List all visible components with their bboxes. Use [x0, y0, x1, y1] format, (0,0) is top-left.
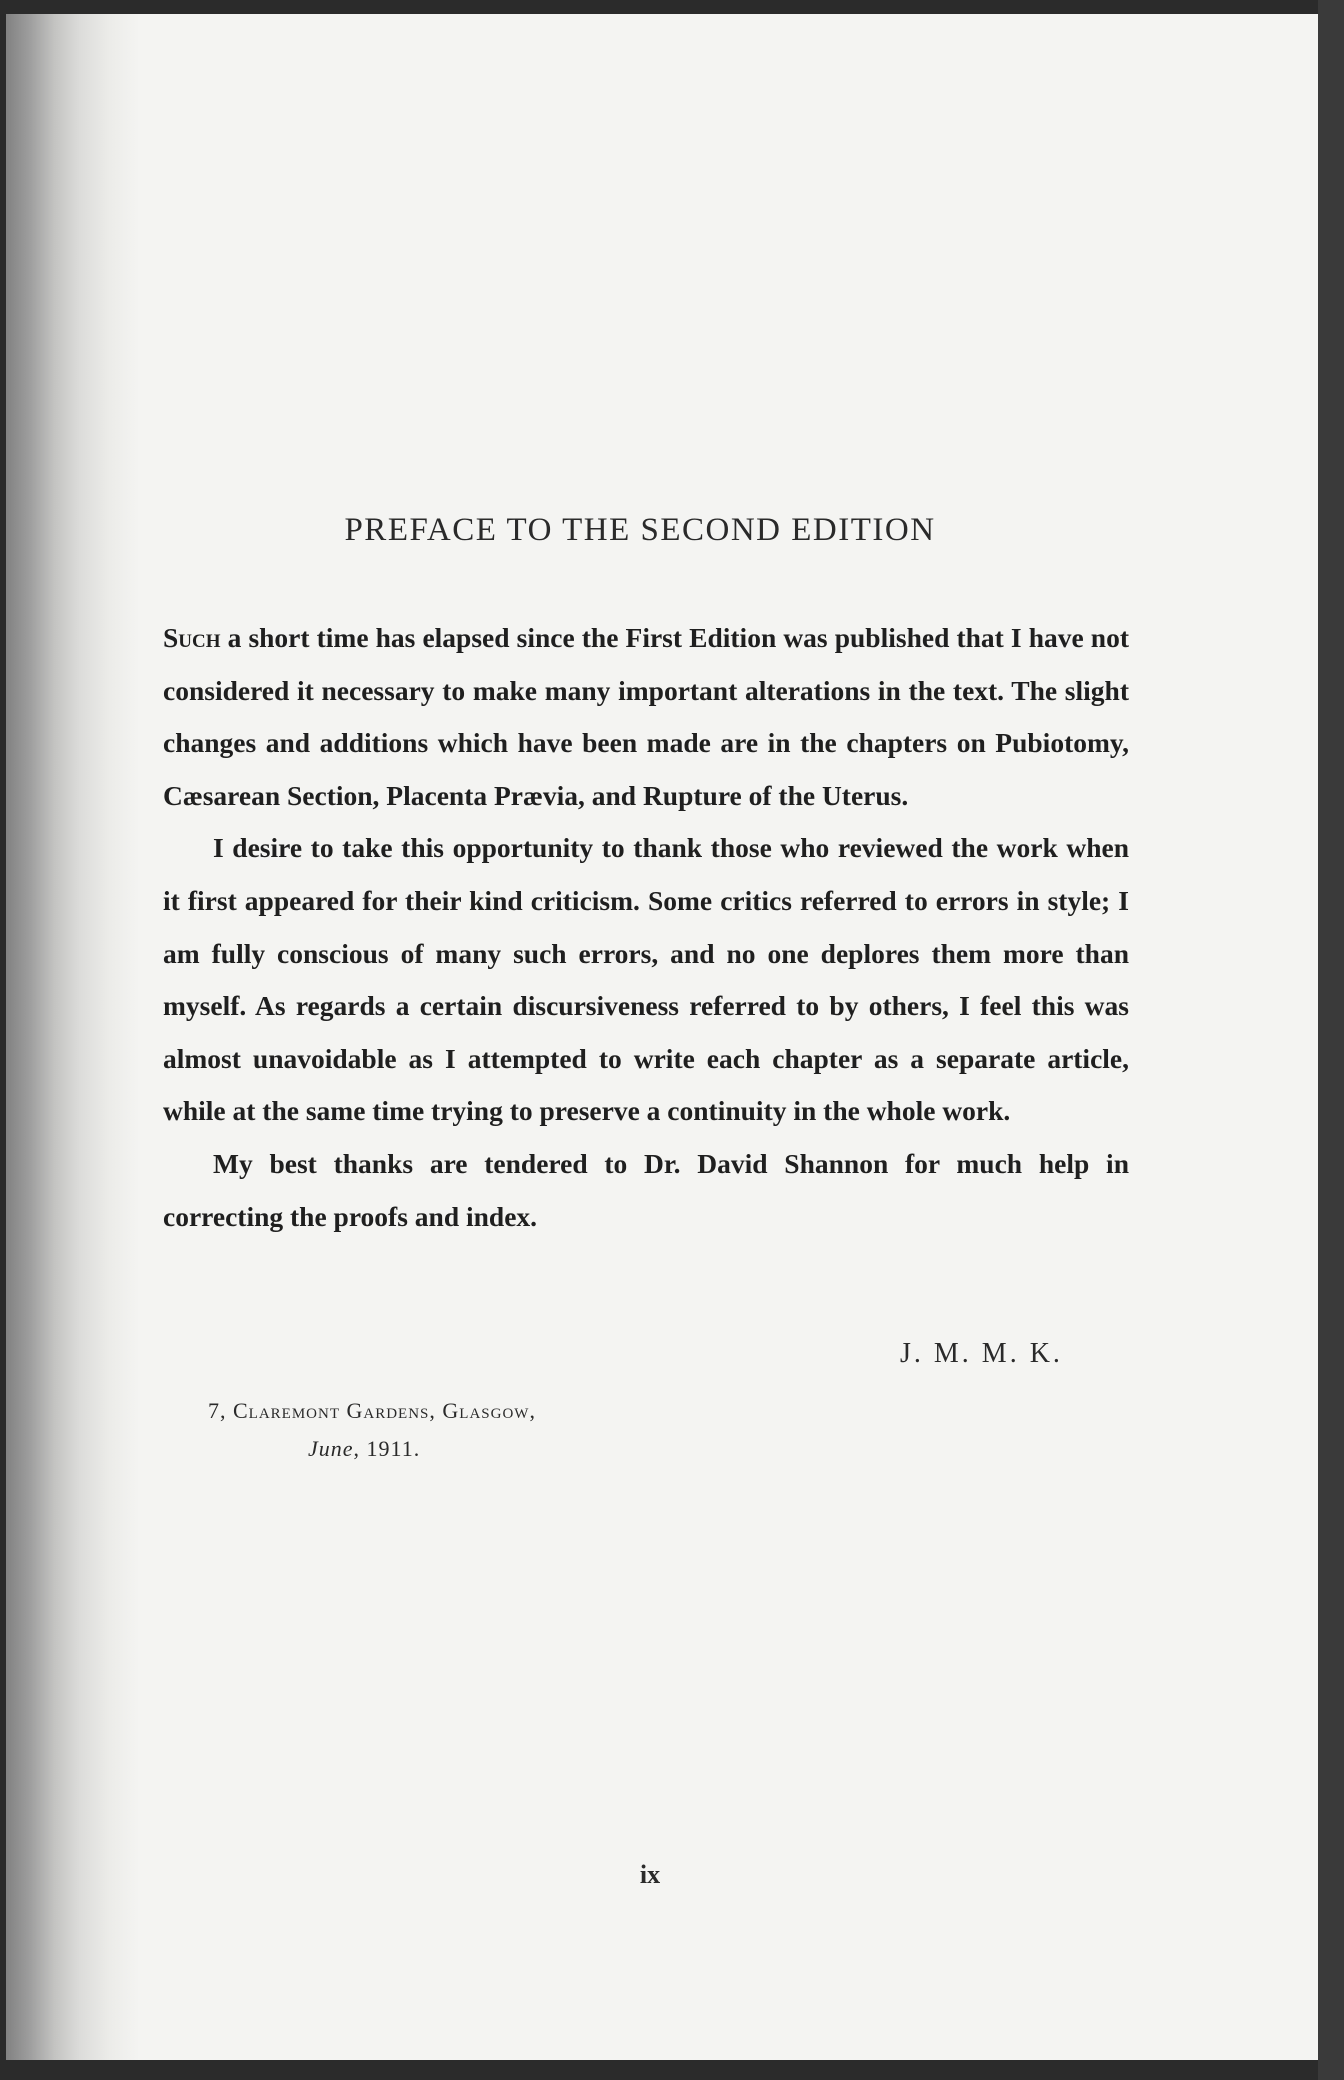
- date-year: , 1911.: [353, 1436, 421, 1461]
- scan-right-edge: [1318, 0, 1344, 2080]
- scan-bottom-edge: [0, 2060, 1344, 2080]
- scan-top-edge: [0, 0, 1344, 14]
- date-month: June: [308, 1436, 354, 1461]
- page-gutter-shadow: [0, 14, 140, 2060]
- paragraph-1-text: a short time has elapsed since the First Edition was published that I have not considered it necessary to make many important alterations in the text. The slight changes and additions which have been made are in the chapters on Pubiotomy, Cæsarean Section, Placenta Prævia, and Rupture of the Uterus.: [163, 622, 1129, 811]
- paragraph-3: My best thanks are tendered to Dr. David Shannon for much help in correcting the proofs and index.: [163, 1147, 1129, 1232]
- preface-body: [163, 612, 1129, 1243]
- paragraph-2: I desire to take this opportunity to thank those who reviewed the work when it first appeared for their kind criticism. Some critics referred to errors in style; I am fully conscious of many such errors, and no one deplores them more than myself. As regards a certain discursiveness referred to by others, I feel this was almost unavoidable as I attempted to write each chapter as a separate article, while at the same time trying to preserve a continuity in the whole work.: [163, 832, 1129, 1127]
- paragraph-1: [163, 612, 1129, 822]
- preface-date: [308, 1436, 420, 1462]
- paragraph-lead-word: Such: [163, 622, 221, 653]
- author-address: 7, Claremont Gardens, Glasgow,: [208, 1398, 536, 1423]
- page-title: PREFACE TO THE SECOND EDITION: [344, 512, 936, 548]
- author-initials: J. M. M. K.: [900, 1338, 1063, 1369]
- scan-left-edge: [0, 14, 6, 2060]
- page-number: ix: [639, 1860, 661, 1889]
